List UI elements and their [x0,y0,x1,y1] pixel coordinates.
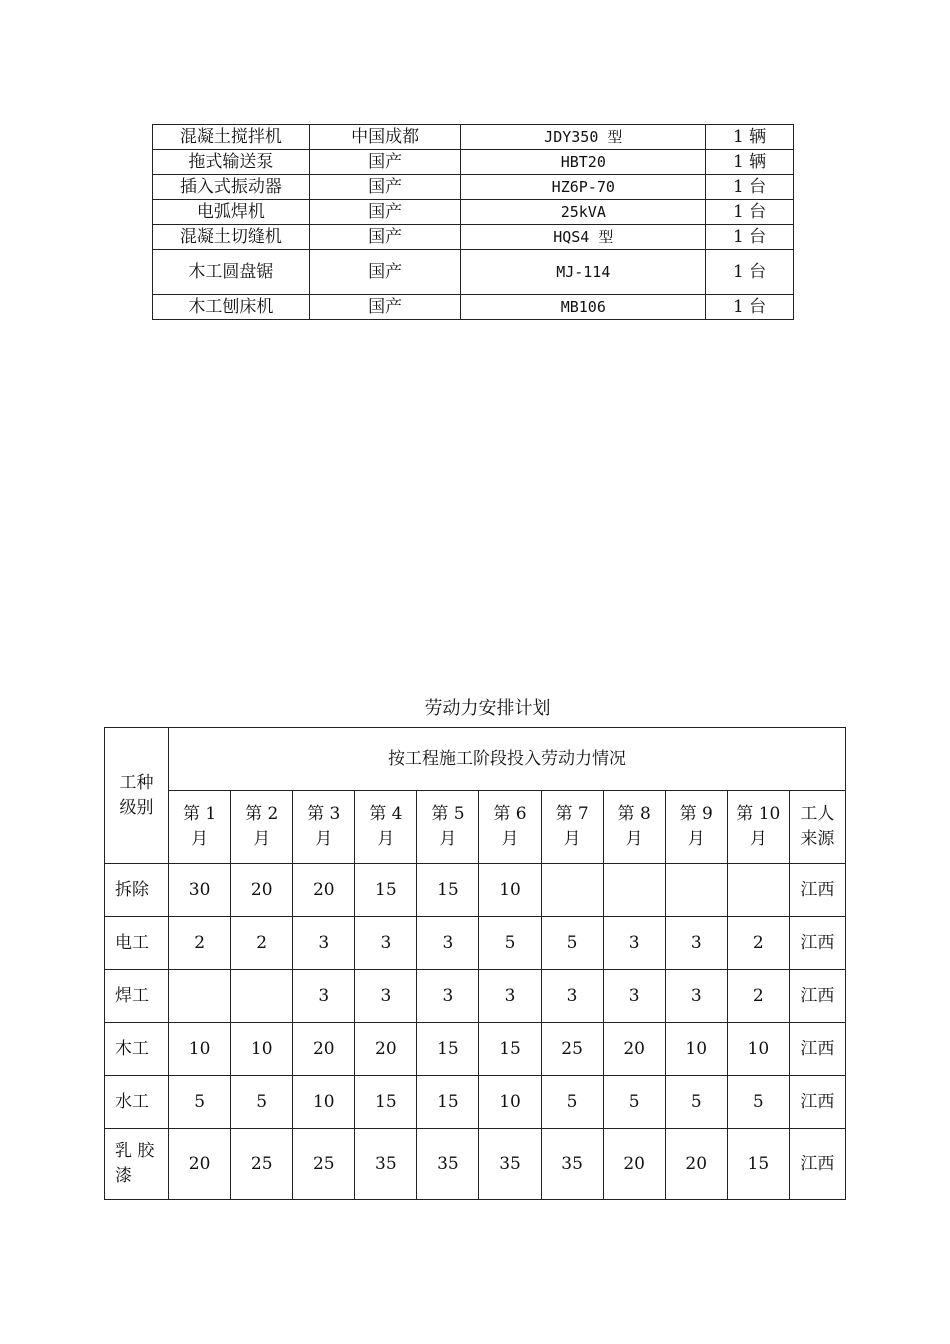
labor-count-cell: 2 [231,917,293,970]
equipment-quantity: 1 台 [706,225,794,250]
labor-count-cell: 10 [479,1076,541,1129]
labor-count-cell: 3 [417,970,479,1023]
corner-line-1: 工种 [119,772,154,793]
equipment-row [153,200,794,225]
labor-count-cell: 3 [355,917,417,970]
labor-count-cell: 20 [355,1023,417,1076]
labor-count-cell: 10 [231,1023,293,1076]
month-header-line-1: 第 4 [369,804,403,824]
month-header [665,791,727,864]
equipment-model: HQS4 型 [461,225,706,250]
equipment-table [152,124,794,320]
source-header-line-1: 工人 [800,804,835,824]
labor-plan-title: 劳动力安排计划 [424,698,551,719]
labor-count-cell: 20 [293,1023,355,1076]
equipment-origin: 中国成都 [309,125,461,150]
equipment-quantity: 1 台 [706,200,794,225]
labor-count-cell: 35 [479,1129,541,1200]
equipment-origin: 国产 [309,250,461,295]
equipment-name: 木工刨床机 [153,295,310,320]
month-header-line-1: 第 3 [307,804,341,824]
labor-count-cell: 5 [665,1076,727,1129]
labor-count-cell: 15 [479,1023,541,1076]
trade-name [105,1129,169,1200]
month-header-line-1: 第 10 [736,804,781,824]
labor-count-cell: 3 [479,970,541,1023]
labor-count-cell: 3 [355,970,417,1023]
equipment-row [153,125,794,150]
labor-count-cell: 10 [293,1076,355,1129]
equipment-quantity: 1 辆 [706,150,794,175]
labor-count-cell: 15 [355,1076,417,1129]
month-header-line-1: 第 6 [493,804,527,824]
labor-count-cell: 3 [293,917,355,970]
month-header-line-2: 月 [625,829,643,849]
equipment-row [153,295,794,320]
equipment-model: HBT20 [461,150,706,175]
equipment-model: MB106 [461,295,706,320]
equipment-name: 拖式输送泵 [153,150,310,175]
equipment-name: 木工圆盘锯 [153,250,310,295]
header-row-1 [105,728,846,791]
worker-source-cell: 江西 [789,1023,845,1076]
labor-count-cell: 2 [727,917,789,970]
equipment-name: 混凝土切缝机 [153,225,310,250]
corner-header [105,728,169,864]
equipment-quantity: 1 辆 [706,125,794,150]
equipment-name: 混凝土搅拌机 [153,125,310,150]
labor-count-cell: 3 [417,917,479,970]
trade-name-line-1: 乳 胶 [115,1141,155,1161]
labor-count-cell: 10 [169,1023,231,1076]
equipment-origin: 国产 [309,225,461,250]
equipment-model: 25kVA [461,200,706,225]
corner-line-2: 级别 [119,797,154,818]
group-header: 按工程施工阶段投入劳动力情况 [169,728,846,791]
labor-count-cell: 20 [665,1129,727,1200]
equipment-origin: 国产 [309,295,461,320]
labor-count-cell: 30 [169,864,231,917]
labor-count-cell: 15 [417,864,479,917]
month-header [479,791,541,864]
labor-count-cell: 25 [541,1023,603,1076]
equipment-quantity: 1 台 [706,175,794,200]
equipment-quantity: 1 台 [706,250,794,295]
month-header-line-1: 第 9 [679,804,713,824]
equipment-model: HZ6P-70 [461,175,706,200]
month-header [727,791,789,864]
month-header-line-2: 月 [377,829,395,849]
labor-count-cell: 20 [169,1129,231,1200]
labor-row [105,970,846,1023]
month-header-line-1: 第 7 [555,804,589,824]
source-header-line-2: 来源 [800,829,835,849]
month-header [169,791,231,864]
labor-count-cell: 5 [541,1076,603,1129]
labor-count-cell: 3 [665,970,727,1023]
month-header [231,791,293,864]
labor-row [105,864,846,917]
labor-row [105,1076,846,1129]
trade-name [105,1076,169,1129]
worker-source-cell: 江西 [789,864,845,917]
month-header [541,791,603,864]
labor-count-cell: 25 [231,1129,293,1200]
labor-count-cell: 25 [293,1129,355,1200]
equipment-row [153,150,794,175]
labor-plan-table [104,727,846,1200]
equipment-row [153,250,794,295]
labor-count-cell: 35 [355,1129,417,1200]
month-header-line-2: 月 [439,829,457,849]
trade-name [105,1023,169,1076]
source-header [789,791,845,864]
trade-name-line-1: 木工 [115,1038,149,1059]
labor-count-cell: 2 [727,970,789,1023]
equipment-name: 电弧焊机 [153,200,310,225]
month-header-line-1: 第 8 [617,804,651,824]
labor-count-cell [603,864,665,917]
equipment-name: 插入式振动器 [153,175,310,200]
trade-name [105,970,169,1023]
month-header-line-2: 月 [253,829,271,849]
equipment-row [153,225,794,250]
labor-count-cell: 5 [541,917,603,970]
month-header [603,791,665,864]
labor-count-cell [727,864,789,917]
trade-name-line-1: 拆除 [115,879,149,900]
labor-count-cell: 2 [169,917,231,970]
labor-count-cell: 15 [355,864,417,917]
labor-count-cell: 15 [727,1129,789,1200]
month-header-line-2: 月 [501,829,519,849]
worker-source-cell: 江西 [789,917,845,970]
worker-source-cell: 江西 [789,1076,845,1129]
month-header-line-2: 月 [315,829,333,849]
labor-count-cell [169,970,231,1023]
month-header-line-2: 月 [563,829,581,849]
month-header-line-2: 月 [687,829,705,849]
labor-count-cell: 3 [541,970,603,1023]
month-header-line-1: 第 2 [245,804,279,824]
labor-count-cell: 15 [417,1076,479,1129]
equipment-model: MJ-114 [461,250,706,295]
trade-name [105,917,169,970]
labor-count-cell: 20 [603,1023,665,1076]
month-header-line-1: 第 1 [183,804,217,824]
labor-count-cell: 20 [231,864,293,917]
labor-count-cell: 3 [603,970,665,1023]
labor-count-cell: 3 [293,970,355,1023]
worker-source-cell: 江西 [789,1129,845,1200]
labor-count-cell: 20 [293,864,355,917]
labor-count-cell: 5 [169,1076,231,1129]
equipment-row [153,175,794,200]
labor-count-cell: 3 [603,917,665,970]
labor-count-cell [231,970,293,1023]
labor-count-cell: 10 [479,864,541,917]
labor-count-cell: 35 [417,1129,479,1200]
header-row-2 [105,791,846,864]
labor-count-cell: 10 [665,1023,727,1076]
labor-count-cell [541,864,603,917]
equipment-quantity: 1 台 [706,295,794,320]
month-header-line-2: 月 [191,829,209,849]
month-header [293,791,355,864]
labor-count-cell: 5 [479,917,541,970]
month-header [355,791,417,864]
labor-count-cell: 15 [417,1023,479,1076]
labor-row [105,917,846,970]
equipment-origin: 国产 [309,175,461,200]
labor-count-cell: 5 [231,1076,293,1129]
month-header-line-1: 第 5 [431,804,465,824]
labor-row [105,1129,846,1200]
worker-source-cell: 江西 [789,970,845,1023]
labor-count-cell: 35 [541,1129,603,1200]
labor-count-cell: 10 [727,1023,789,1076]
labor-count-cell: 5 [603,1076,665,1129]
month-header-line-2: 月 [749,829,767,849]
equipment-origin: 国产 [309,200,461,225]
trade-name [105,864,169,917]
equipment-model: JDY350 型 [461,125,706,150]
labor-row [105,1023,846,1076]
labor-count-cell: 3 [665,917,727,970]
trade-name-line-1: 水工 [115,1091,149,1112]
labor-count-cell: 5 [727,1076,789,1129]
trade-name-line-1: 电工 [115,932,149,953]
trade-name-line-1: 焊工 [115,985,149,1006]
equipment-origin: 国产 [309,150,461,175]
labor-count-cell: 20 [603,1129,665,1200]
trade-name-line-2: 漆 [115,1166,132,1186]
labor-count-cell [665,864,727,917]
month-header [417,791,479,864]
